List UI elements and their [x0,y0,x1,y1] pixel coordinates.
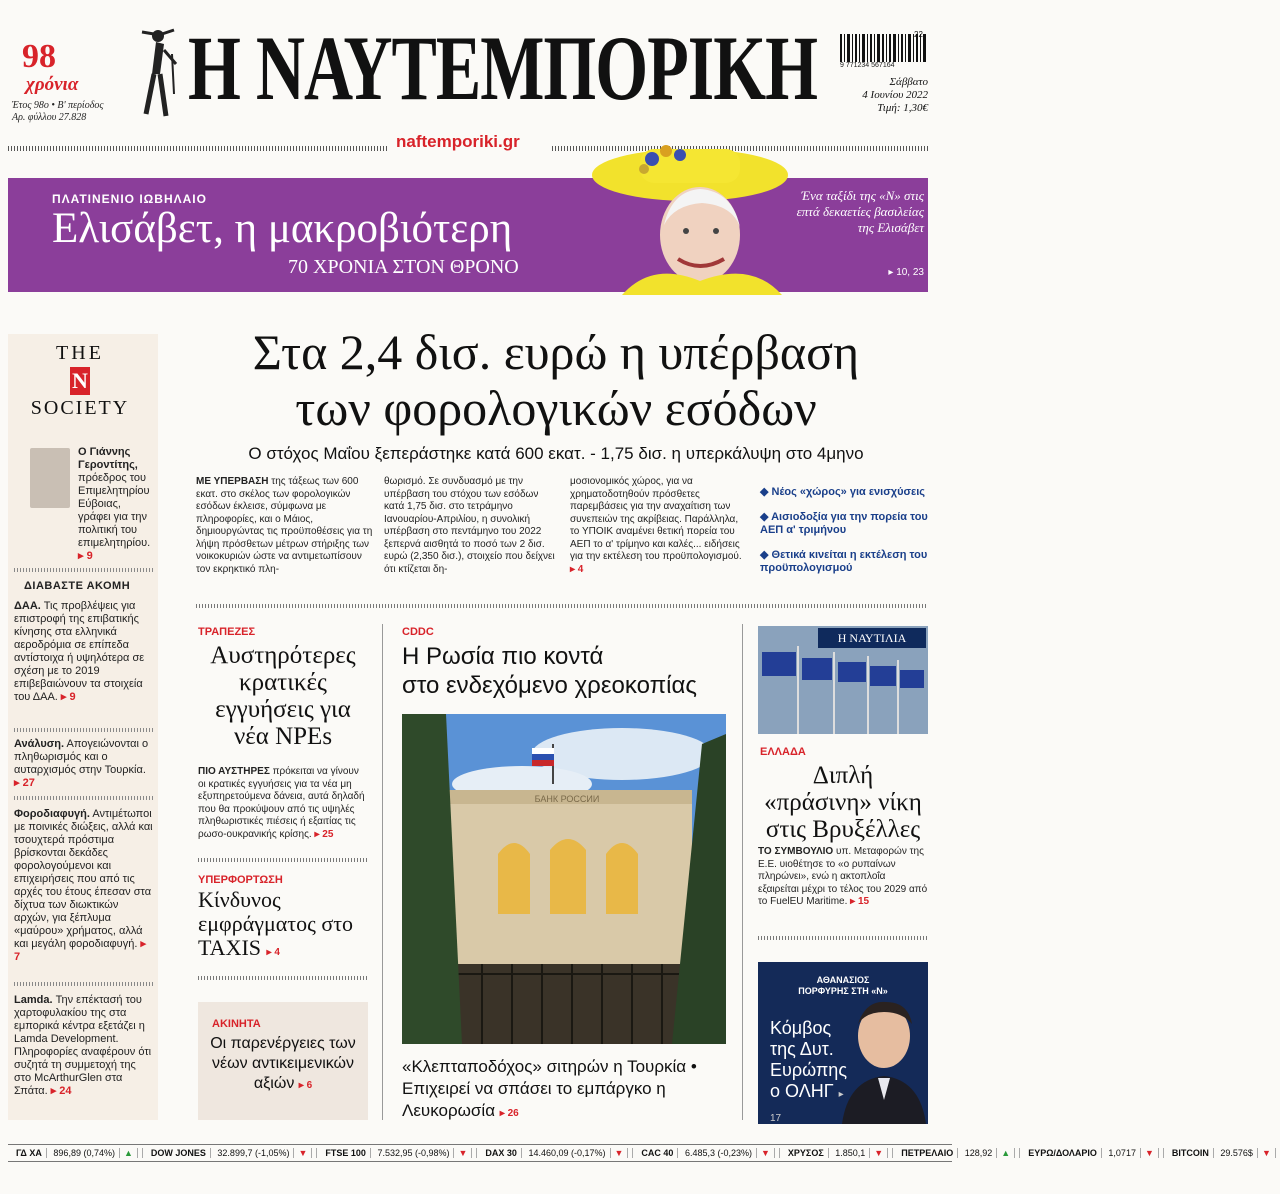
barcode-number: 9 771234 567164 [840,62,895,69]
lead-column-2: θωρισμό. Σε συνδυασμό με την υπέρβαση του στόχου των εσόδων κατά 1,75 δισ. στο τετράμηνο Ιανουαρίου-Απριλίου, η συνολική υπέρβαση στο πεντάμηνο του 2022 ξεπερνά αισθητά το ποσό των 2 δισ. ευρώ (2,350 δισ.), στοιχείο που δείχνει ότι κτίζεται δη- [384,476,555,575]
lead-column-1-text: της τάξεως των 600 εκατ. στο σκέλος των φορολογικών εσόδων έκλεισε, σύμφωνα με πληροφορίες, και ο Μάιος, δημιουργώντας τις προϋποθέσεις για τη λήψη πρόσθετων μέτρων στήριξης των νοικοκυριών ώστε να αντιμετωπίσουν τον εκρηκτικό πλη- [196,476,373,575]
banner-kicker: ΠΛΑΤΙΝΕΝΙΟ ΙΩΒΗΛΑΙΟ [52,192,207,206]
realestate-title-text: Οι παρενέργειες των νέων αντικειμενικών αξιών [210,1035,356,1092]
issue-date-text: 4 Ιουνίου 2022 [862,89,928,101]
down-arrow-icon: ▼ [870,1148,888,1158]
ticker-value: 128,92 [961,1148,998,1158]
sidebar-item-lead: Ανάλυση. [14,738,65,750]
taxis-ref: ▸ 4 [266,947,280,958]
ticker-value: 32.899,7 (-1,05%) [213,1148,294,1158]
queen-portrait-image [582,135,792,295]
issue-line-2: Αρ. φύλλου 27.828 [12,112,87,123]
ticker-item [893,1148,1020,1158]
market-ticker [8,1144,1271,1162]
lead-column-1 [196,476,376,576]
sidebar-divider [14,796,154,800]
age-number: 98 [22,38,56,75]
ticker-value: 6.485,3 (-0,23%) [681,1148,757,1158]
lead-column-3 [570,476,746,576]
profile-blurb[interactable] [78,446,152,563]
sidebar-item-lead: Lamda. [14,994,53,1006]
brand-n-logo: N [70,367,90,395]
taxis-title-text: Κίνδυνος εμφράγματος στο TAXIS [198,887,354,960]
sidebar-item[interactable] [14,994,154,1098]
sidebar-item-text: Την επέκτασή του χαρτοφυλακίου της στα εμπορικά κέντρα εξετάζει η Lamda Development. Πληροφορίες αναφέρουν ότι συζητά τη συμμετοχή της στο McArthurGlen στα Σπάτα. [14,994,152,1097]
website-link[interactable]: naftemporiki.gr [396,132,520,151]
shipping-lead: ΤΟ ΣΥΜΒΟΥΛΙΟ [758,846,834,857]
russia-title-line-2: στο ενδεχόμενο χρεοκοπίας [402,672,697,699]
masthead-rule-left [8,146,388,151]
lead-column-1-lead: ΜΕ ΥΠΕΡΒΑΣΗ [196,476,269,487]
opinion-ref: ▸ 17 [770,1089,844,1124]
ticker-name: CAC 40 [637,1148,678,1158]
issue-info [12,100,103,124]
sidebar-item-text: Απογειώνονται ο πληθωρισμός και ο αυταρχισμός στην Τουρκία. [14,738,149,776]
brand-society: SOCIETY [30,397,130,419]
society-brand [30,342,130,420]
sidebar-item-ref: ▸ 27 [14,777,35,789]
ticker-name: ΧΡΥΣΟΣ [784,1148,829,1158]
taxis-title[interactable] [198,888,368,965]
shipping-ref: ▸ 15 [850,896,870,907]
ticker-value: 7.532,95 (-0,98%) [373,1148,454,1158]
taxis-kicker: ΥΠΕΡΦΟΡΤΩΣΗ [198,874,283,886]
up-arrow-icon: ▲ [120,1148,138,1158]
ticker-name: DAX 30 [481,1148,522,1158]
lead-headline-line-1: Στα 2,4 δισ. ευρώ η υπέρβαση [252,324,860,380]
column-divider [742,624,743,1120]
lead-bullet: ◆ Νέος «χώρος» για ενισχύσεις [760,486,926,498]
ticker-value: 14.460,09 (-0,17%) [524,1148,610,1158]
shipping-text: υπ. Μεταφορών της Ε.Ε. υιοθέτησε το «ο ρυπαίνων πληρώνει», ενώ η ακτοπλοΐα εξαιρείται μέχρι το τέλος του 2029 από το FuelEU Maritime. [758,846,928,907]
banks-body [198,766,368,841]
ticker-item [780,1148,893,1158]
russia-caption-ref: ▸ 26 [499,1108,519,1119]
lead-headline-line-2: των φορολογικών εσόδων [295,380,817,436]
down-arrow-icon: ▼ [757,1148,775,1158]
column-divider [382,624,383,1120]
lead-bullet-text: Νέος «χώρος» για ενισχύσεις [771,486,926,498]
sidebar-item-text: Αντιμέτωποι με ποινικές διώξεις, αλλά και τσουχτερά πρόστιμα βρίσκονται δεκάδες φορολογούμενοι και επιχειρήσεις που από τις αρχές του έτους έπεσαν στα δίχτυα των διωκτικών αρχών, για ξέπλυμα «μαύρου» χρήματος, αλλά και μεγάλη φοροδιαφυγή. [14,808,153,950]
brand-the: THE [56,342,104,364]
masthead-title: Η ΝΑΥΤΕΜΠΟΡΙΚΗ [188,16,817,120]
issue-line-1: Έτος 98ο • Β' περίοδος [12,100,104,111]
russia-title-line-1: Η Ρωσία πιο κοντά [402,643,604,670]
sidebar-item[interactable] [14,738,154,790]
ticker-value: 29.576$ [1216,1148,1258,1158]
down-arrow-icon: ▼ [1141,1148,1159,1158]
sidebar-item[interactable] [14,600,154,704]
banks-divider [198,858,368,862]
sidebar-item-ref: ▸ 9 [60,691,76,703]
lead-bullet: ◆ Αισιοδοξία για την πορεία του ΑΕΠ α' τριμήνου [760,511,928,536]
profile-ref: ▸ 9 [78,550,93,562]
sidebar-item-ref: ▸ 24 [50,1085,72,1097]
ticker-item [1164,1148,1280,1158]
russia-caption-text: «Κλεπταποδόχος» σιτηρών η Τουρκία • Επιχειρεί να σπάσει το εμπάργκο η Λευκορωσία [402,1057,697,1120]
russia-caption[interactable] [402,1056,722,1125]
ticker-item [1020,1148,1164,1158]
lead-bullets [760,486,930,587]
taxis-divider [198,976,368,980]
banks-text: πρόκειται να γίνουν οι κρατικές εγγυήσεις για τα νέα μη εξυπηρετούμενα δάνεια, αυτά δηλαδή που θα προκύψουν από τις υψηλές πληθωριστικές πιέσεις ή εξαιτίας τις ρωσο-ουκρανικής κρίσης. [198,766,365,840]
opinion-title-text: Κόμβος της Δυτ. Ευρώπης ο ΟΛΗΓ [770,1018,847,1101]
ticker-name: BITCOIN [1168,1148,1214,1158]
down-arrow-icon: ▼ [294,1148,312,1158]
sidebar-item-ref: ▸ 7 [14,938,146,963]
ticker-name: FTSE 100 [321,1148,371,1158]
shipping-body [758,846,928,909]
ticker-item [477,1148,633,1158]
shipping-title[interactable]: Διπλή «πράσινη» νίκη στις Βρυξέλλες [764,762,922,843]
issue-date [862,76,928,115]
realestate-kicker: ΑΚΙΝΗΤΑ [212,1018,261,1030]
down-arrow-icon: ▼ [1258,1148,1276,1158]
sidebar-divider [14,568,154,572]
lead-divider [196,604,928,608]
opinion-kicker-line-1: ΑΘΑΝΑΣΙΟΣ [816,975,870,985]
realestate-ref: ▸ 6 [298,1080,313,1091]
issue-price: Τιμή: 1,30€ [877,102,928,114]
avatar [30,448,70,508]
down-arrow-icon: ▼ [454,1148,472,1158]
banner-subtitle: 70 ΧΡΟΝΙΑ ΣΤΟΝ ΘΡΟΝΟ [288,256,519,278]
shipping-divider [758,936,928,940]
shipping-kicker: ΕΛΛΑΔΑ [760,746,806,758]
sidebar-item[interactable] [14,808,154,964]
ticker-name: ΕΥΡΩ/ΔΟΛΑΡΙΟ [1024,1148,1102,1158]
lead-column-3-text: μοσιονομικός χώρος, για να χρηματοδοτηθούν πρόσθετες παρεμβάσεις για την αναχαίτιση των συνεπειών της ακρίβειας. Παράλληλα, το ΥΠΟΙΚ αναμένει θετική πορεία του ΑΕΠ το α' τρίμηνο και καλές... ειδήσεις για την εκτέλεση του προϋπολογισμού. [570,476,742,562]
sidebar-item-lead: Φοροδιαφυγή. [14,808,90,820]
ticker-value: 896,89 (0,74%) [49,1148,120,1158]
lead-subheadline: Ο στόχος Μαΐου ξεπεράστηκε κατά 600 εκατ. - 1,75 δισ. η υπερκάλυψη στο 4μηνο [248,444,864,463]
ticker-name: ΓΔ ΧΑ [12,1148,47,1158]
ticker-item [143,1148,318,1158]
banks-kicker: ΤΡΑΠΕΖΕΣ [198,626,256,638]
mercury-logo-icon [134,24,180,124]
ticker-value: 1.850,1 [831,1148,870,1158]
lead-bullet-text: Αισιοδοξία για την πορεία του ΑΕΠ α' τριμήνου [760,511,928,536]
read-more-heading: ΔΙΑΒΑΣΤΕ ΑΚΟΜΗ [24,580,131,592]
age-word: χρόνια [26,74,79,95]
opinion-kicker-line-2: ΠΟΡΦΥΡΗΣ ΣΤΗ «Ν» [798,986,888,996]
lead-bullet-text: Θετικά κινείται η εκτέλεση του προϋπολογισμού [760,549,928,574]
ticker-item [317,1148,477,1158]
banks-lead: ΠΙΟ ΑΥΣΤΗΡΕΣ [198,766,270,777]
ticker-item [8,1148,143,1158]
sidebar-divider [14,982,154,986]
sidebar-divider [14,728,154,732]
bank-sign-text: БАНК РОССИИ [534,794,600,804]
banner-page-ref[interactable]: ▸ 10, 23 [888,267,924,278]
russia-kicker: CDDC [402,626,434,638]
ticker-name: ΠΕΤΡΕΛΑΙΟ [897,1148,958,1158]
ticker-value: 1,0717 [1104,1148,1141,1158]
eu-flags-photo [758,626,928,734]
profile-name: Ο Γιάννης Γεροντίτης, [78,446,138,471]
issue-day: Σάββατο [889,76,928,88]
lead-column-3-ref: ▸ 4 [570,563,584,575]
shipping-section-label: Η ΝΑΥΤΙΛΙΑ [837,631,907,645]
russia-title[interactable] [402,642,697,700]
banks-title[interactable]: Αυστηρότερες κρατικές εγγυήσεις για νέα NPEs [210,642,356,750]
banner-side-text: Ένα ταξίδι της «Ν» στις επτά δεκαετίες βασιλείας της Ελισάβετ [796,188,924,235]
lead-bullet: ◆ Θετικά κινείται η εκτέλεση του προϋπολογισμού [760,549,928,574]
sidebar-item-lead: ΔΑΑ. [14,600,41,612]
ticker-item [633,1148,780,1158]
ticker-name: DOW JONES [147,1148,211,1158]
profile-text: πρόεδρος του Επιμελητηρίου Εύβοιας, γράφει για την πολιτική του επιμελητηρίου. [78,472,151,549]
realestate-title[interactable] [208,1034,358,1096]
up-arrow-icon: ▲ [997,1148,1015,1158]
banner-title[interactable]: Ελισάβετ, η μακροβιότερη [52,205,513,252]
opinion-kicker [758,975,928,997]
sidebar-item-text: Τις προβλέψεις για επιστροφή της επιβατικής κίνησης στα ελληνικά αεροδρόμια σε επίπεδα αντίστοιχα ή υψηλότερα σε σχέση με το 2019 επιβεβαιώνουν τα στοιχεία του ΔΑΑ. [14,600,145,703]
lead-headline[interactable] [196,324,916,436]
barcode-issue: 22 [914,30,923,39]
central-bank-photo [402,714,726,1044]
down-arrow-icon: ▼ [611,1148,629,1158]
opinion-title[interactable] [770,1018,850,1129]
banks-ref: ▸ 25 [314,828,334,840]
